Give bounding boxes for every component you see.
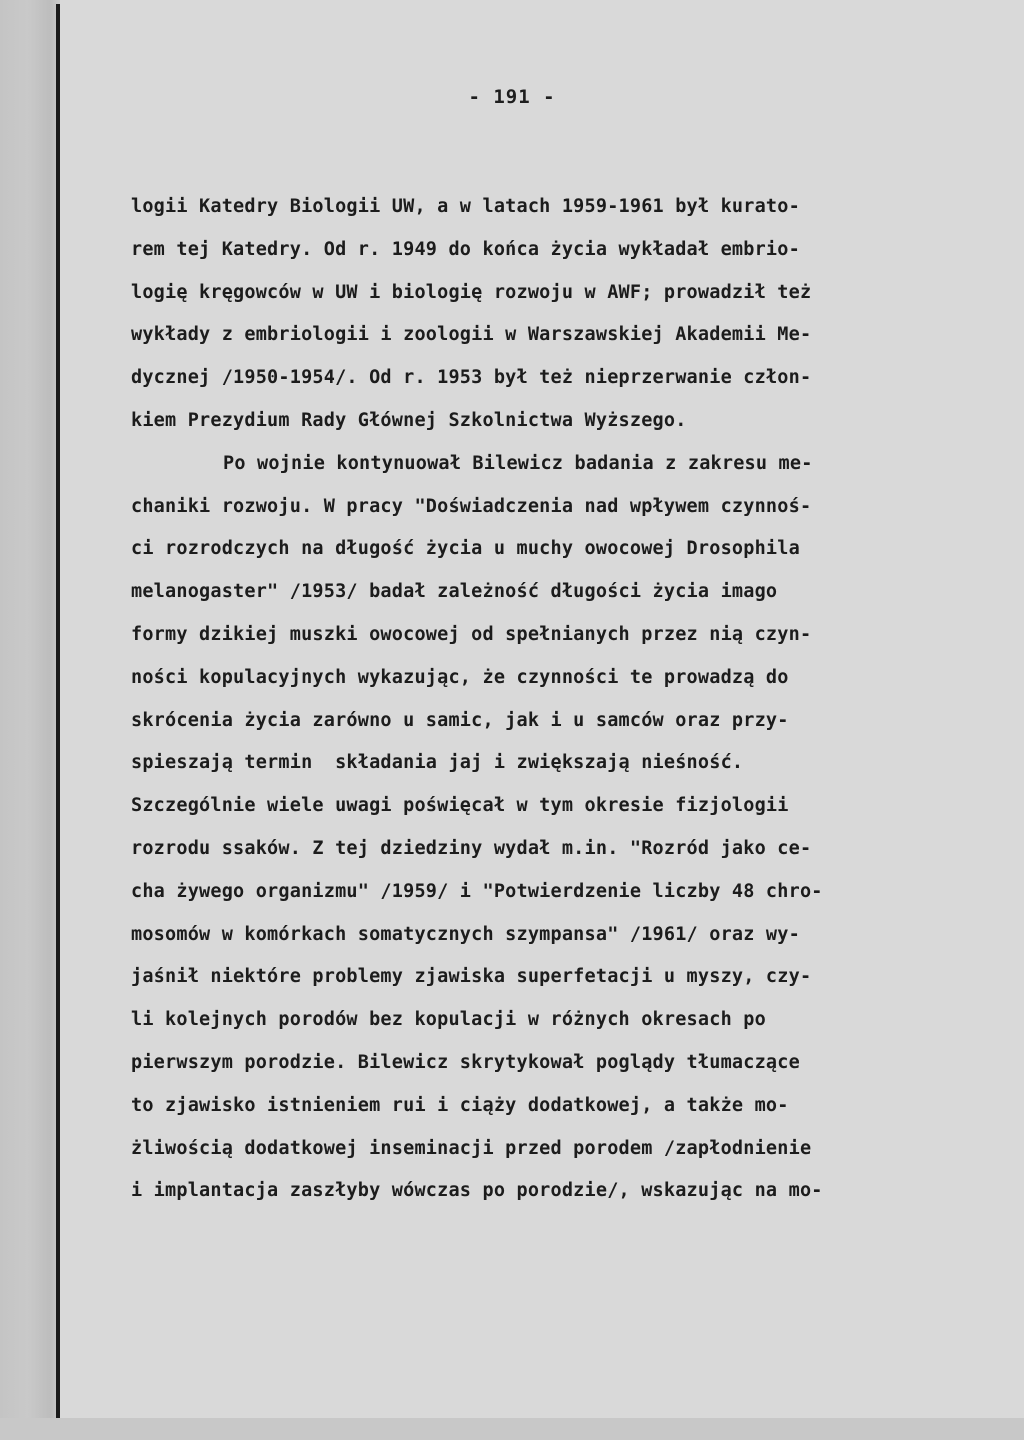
text-line: ności kopulacyjnych wykazując, że czynności te prowadzą do [131, 666, 789, 688]
text-line: cha żywego organizmu" /1959/ i "Potwierdzenie liczby 48 chro- [131, 880, 823, 902]
text-line: skrócenia życia zarówno u samic, jak i u samców oraz przy- [131, 709, 789, 731]
text-line: rem tej Katedry. Od r. 1949 do końca życia wykładał embrio- [131, 238, 800, 260]
text-line: Szczególnie wiele uwagi poświęcał w tym okresie fizjologii [131, 795, 789, 817]
text-line: melanogaster" /1953/ badał zależność długości życia imago [131, 581, 778, 603]
text-line: spieszają termin składania jaj i zwiększają nieśność. [131, 752, 744, 774]
text-line: chaniki rozwoju. W pracy "Doświadczenia nad wpływem czynnoś- [131, 495, 812, 517]
scan-left-margin [0, 0, 60, 1440]
text-line: ci rozrodczych na długość życia u muchy owocowej Drosophila [131, 538, 800, 560]
text-line: formy dzikiej muszki owocowej od spełnianych przez nią czyn- [131, 623, 812, 645]
binding-edge-line [56, 4, 60, 1418]
body-text [131, 190, 931, 1217]
scan-bottom-edge [0, 1418, 1024, 1440]
text-line: żliwością dodatkowej inseminacji przed porodem /zapłodnienie [131, 1137, 812, 1159]
paragraph-first-line: Po wojnie kontynuował Bilewicz badania z zakresu me- [223, 452, 813, 474]
text-line: wykłady z embriologii i zoologii w Warszawskiej Akademii Me- [131, 324, 812, 346]
text-line: pierwszym porodzie. Bilewicz skrytykował poglądy tłumaczące [131, 1051, 800, 1073]
text-line: kiem Prezydium Rady Głównej Szkolnictwa Wyższego. [131, 409, 687, 431]
text-line: rozrodu ssaków. Z tej dziedziny wydał m.in. "Rozród jako ce- [131, 837, 812, 859]
page-number: - 191 - [468, 86, 556, 108]
text-line: to zjawisko istnieniem rui i ciąży dodatkowej, a także mo- [131, 1094, 789, 1116]
text-line: li kolejnych porodów bez kopulacji w różnych okresach po [131, 1009, 766, 1031]
text-line: jaśnił niektóre problemy zjawiska superfetacji u myszy, czy- [131, 966, 812, 988]
text-line: dycznej /1950-1954/. Od r. 1953 był też nieprzerwanie człon- [131, 367, 812, 389]
text-line: mosomów w komórkach somatycznych szympansa" /1961/ oraz wy- [131, 923, 800, 945]
text-line: logię kręgowców w UW i biologię rozwoju w AWF; prowadził też [131, 281, 812, 303]
text-line: i implantacja zaszłyby wówczas po porodzie/, wskazując na mo- [131, 1180, 823, 1202]
text-line: logii Katedry Biologii UW, a w latach 1959-1961 był kurato- [131, 196, 800, 217]
